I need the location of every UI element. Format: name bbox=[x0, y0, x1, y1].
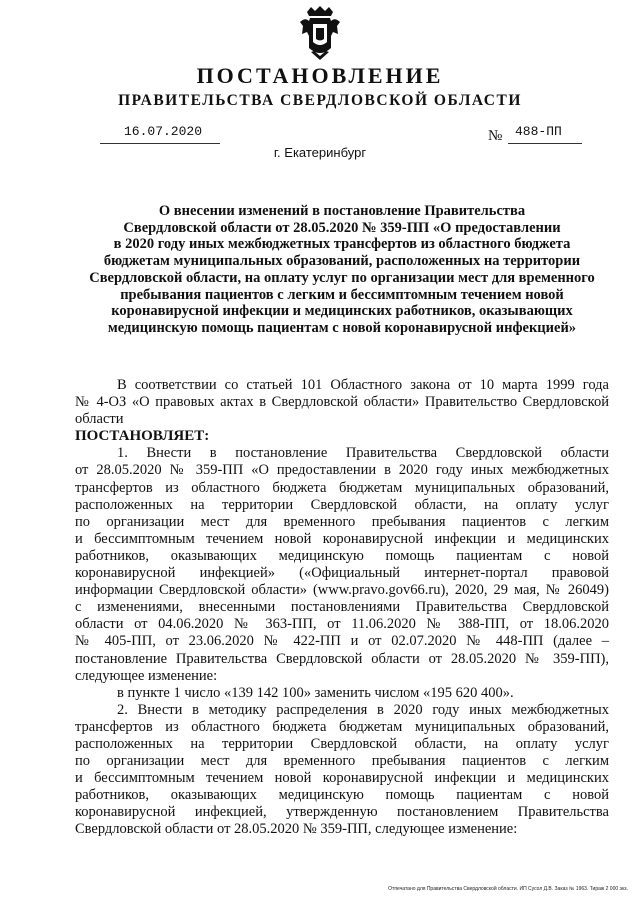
item1-line: информации Свердловской области» (www.pravo.gov66.ru), 2020, 29 мая, № 26049) bbox=[75, 582, 609, 599]
item2-line: 2. Внести в методику распределения в 2020 году иных межбюджетных bbox=[117, 701, 609, 718]
item1-line: с изменениями, внесенными постановлениями Правительства Свердловской bbox=[75, 599, 609, 616]
item1-line: расположенных на территории Свердловской области, на оплату услуг bbox=[75, 496, 609, 513]
item1-line: по организации мест для временного пребывания пациентов с легким bbox=[75, 513, 609, 530]
heading-line: Свердловской области, на оплату услуг по организации мест для временного bbox=[89, 269, 595, 286]
heading-line: пребывания пациентов с легким и бессимптомным течением новой bbox=[120, 286, 564, 303]
item2-line: расположенных на территории Свердловской области, на оплату услуг bbox=[75, 735, 609, 752]
item1-line: работников, оказывающих медицинскую помощь пациентам с новой bbox=[75, 547, 609, 564]
heading-line: бюджетам муниципальных образований, расположенных на территории bbox=[103, 253, 581, 270]
item1-line: 1. Внести в постановление Правительства Свердловской области bbox=[117, 445, 609, 462]
heading-line: Свердловской области от 28.05.2020 № 359-ПП «О предоставлении bbox=[123, 219, 561, 236]
item1-line: трансфертов из областного бюджета бюджетам муниципальных образований, bbox=[75, 479, 609, 496]
item2-line: и бессимптомным течением новой коронавирусной инфекции и медицинских bbox=[75, 770, 609, 787]
document-date: 16.07.2020 bbox=[124, 124, 203, 139]
document-heading bbox=[70, 203, 614, 337]
item1-line: следующее изменение: bbox=[75, 667, 218, 684]
item2-line: трансфертов из областного бюджета бюджетам муниципальных образований, bbox=[75, 718, 609, 735]
document-subtitle: ПРАВИТЕЛЬСТВА СВЕРДЛОВСКОЙ ОБЛАСТИ bbox=[118, 92, 522, 109]
item2-line: работников, оказывающих медицинскую помощь пациентам с новой bbox=[75, 787, 609, 804]
resolves-label: ПОСТАНОВЛЯЕТ: bbox=[75, 428, 210, 445]
item1-line: от 28.05.2020 № 359-ПП «О предоставлении в 2020 году иных межбюджетных bbox=[75, 462, 609, 479]
preamble-line: В соответствии со статьей 101 Областного закона от 10 марта 1999 года bbox=[117, 377, 609, 393]
print-footer: Отпечатано для Правительства Свердловской области. ИП Сусол Д.В. Заказ № 1963. Тираж 2 000 экз. bbox=[388, 886, 628, 892]
item1-change: в пункте 1 число «139 142 100» заменить числом «195 620 400». bbox=[117, 684, 514, 701]
date-underline bbox=[100, 143, 220, 144]
preamble-line: № 4-ОЗ «О правовых актах в Свердловской области» Правительство Свердловской bbox=[75, 394, 609, 411]
preamble-line: области bbox=[75, 411, 124, 428]
heading-line: в 2020 году иных межбюджетных трансфертов из областного бюджета bbox=[113, 236, 571, 253]
item2-line: Свердловской области от 28.05.2020 № 359-ПП, следующее изменение: bbox=[75, 821, 518, 838]
document-number: 488-ПП bbox=[515, 124, 562, 139]
heading-line: коронавирусной инфекции и медицинских работников, оказывающих bbox=[111, 303, 573, 320]
number-underline bbox=[508, 143, 582, 144]
item1-line: и бессимптомным течением новой коронавирусной инфекции и медицинских bbox=[75, 530, 609, 547]
item1-line: коронавирусной инфекцией» («Официальный интернет-портал правовой bbox=[75, 565, 609, 582]
item2-line: коронавирусной инфекцией, утвержденную постановлением Правительства bbox=[75, 804, 609, 821]
item1-line: области от 04.06.2020 № 363-ПП, от 11.06.2020 № 388-ПП, от 18.06.2020 bbox=[75, 616, 609, 633]
coat-of-arms-icon bbox=[297, 6, 343, 62]
document-title: ПОСТАНОВЛЕНИЕ bbox=[196, 63, 444, 88]
item2-line: по организации мест для временного пребывания пациентов с легким bbox=[75, 753, 609, 770]
item1-line: постановление Правительства Свердловской области от 28.05.2020 № 359-ПП), bbox=[75, 650, 609, 667]
number-label: № bbox=[488, 128, 503, 144]
city: г. Екатеринбург bbox=[273, 145, 367, 160]
item1-line: № 405-ПП, от 23.06.2020 № 422-ПП и от 02.07.2020 № 448-ПП (далее – bbox=[75, 633, 609, 650]
heading-line: О внесении изменений в постановление Правительства bbox=[158, 203, 526, 219]
document-body bbox=[75, 377, 609, 839]
heading-line: медицинскую помощь пациентам с новой коронавирусной инфекцией» bbox=[107, 319, 577, 336]
